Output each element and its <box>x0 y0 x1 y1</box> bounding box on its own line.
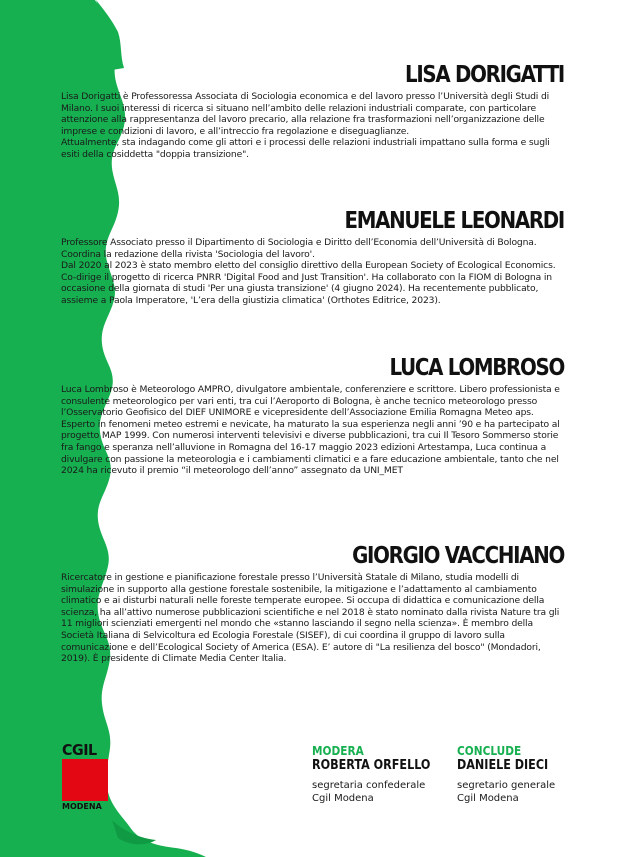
role-description-line: Cgil Modena <box>312 793 374 804</box>
speaker-name: GIORGIO VACCHIANO <box>352 543 564 569</box>
speaker-name: EMANUELE LEONARDI <box>344 208 564 234</box>
speaker-bio <box>61 237 564 307</box>
logo-red-square <box>62 759 108 801</box>
role-person-name: ROBERTA ORFELLO <box>312 758 431 773</box>
role-label: CONCLUDE <box>457 744 522 758</box>
role-person-name: DANIELE DIECI <box>457 758 549 773</box>
modera-block <box>312 744 450 805</box>
role-description <box>312 779 450 805</box>
bio-paragraph: Professore Associato presso il Dipartimento di Sociologia e Diritto dell’Economia dell’Università di Bologna. Coordina la redazione della rivista 'Sociologia del lavoro'. <box>61 237 537 260</box>
bio-paragraph: Luca Lombroso è Meteorologo AMPRO, divulgatore ambientale, conferenziere e scrittore. Libero professionista e consulente meteorologico per vari enti, tra cui l’Aeroporto di Bologna, è anche tecnico meteorologo presso l’Osservatorio Geofisico del DIEF UNIMORE e vicepresidente dell’Associazione Emilia Romagna Meteo aps. Esperto in fenomeni meteo estremi e nevicate, ha maturato la sua esperienza negli anni ’90 e ha partecipato al progetto MAP 1999. Con numerosi interventi televisivi e diverse pubblicazioni, tra cui Il Tesoro Sommerso storie fra fango e speranza nell’alluvione in Romagna del 16-17 maggio 2023 edizioni Artestampa, Luca continua a divulgare con passione la meteorologia e i cambiamenti climatici e a fare educazione ambientale, tanto che nel 2024 ha ricevuto il premio “il meteorologo dell’anno” assegnato da UNI_MET <box>61 384 560 477</box>
speaker-section-lombroso <box>61 355 564 477</box>
bio-paragraph: Ricercatore in gestione e pianificazione forestale presso l’Università Statale di Milano, studia modelli di simulazione in supporto alla gestione forestale sostenibile, la mitigazione e l’adattamento al cambiamento climatico e ai disturbi naturali nelle foreste temperate europee. Si occupa di didattica e comunicazione della scienza, ha all’attivo numerose pubblicazioni scientifiche e nel 2018 è stato nominato dalla rivista Nature tra gli 11 migliori scienziati emergenti nel mondo che «stanno lasciando il segno nella scienza». È membro della Società Italiana di Selvicoltura ed Ecologia Forestale (SISEF), di cui coordina il gruppo di lavoro sulla comunicazione e dell’Ecological Society of America (ESA). E’ autore di "La resilienza del bosco" (Mondadori, 2019). È presidente di Climate Media Center Italia. <box>61 572 560 665</box>
role-description-line: segretario generale <box>457 780 556 791</box>
conclude-block <box>457 744 563 805</box>
role-description-line: segretaria confederale <box>312 780 426 791</box>
speaker-bio <box>61 572 564 665</box>
logo-subtitle: MODENA <box>62 802 102 811</box>
bio-paragraph: Dal 2020 al 2023 è stato membro eletto del consiglio direttivo della European Society of Ecological Economics. Co-dirige il progetto di ricerca PNRR 'Digital Food and Just Transition'. Ha collaborato con la FIOM di Bologna in occasione della giornata di studi 'Per una giusta transizione' (4 giugno 2024). Ha recentemente pubblicato, assieme a Paola Imperatore, 'L’era della giustizia climatica' (Orthotes Editrice, 2023). <box>61 260 556 306</box>
speaker-bio <box>61 384 564 477</box>
role-description-line: Cgil Modena <box>457 793 519 804</box>
speaker-section-dorigatti <box>61 62 564 161</box>
bio-paragraph: Attualmente, sta indagando come gli attori e i processi delle relazioni industriali impattano sulla forma e sugli esiti della cosiddetta "doppia transizione". <box>61 137 550 160</box>
logo-wordmark: CGIL <box>62 741 97 759</box>
speaker-bio <box>61 91 564 161</box>
cgil-modena-logo <box>62 742 109 812</box>
speaker-section-leonardi <box>61 208 564 307</box>
speaker-name: LISA DORIGATTI <box>405 62 564 88</box>
speaker-name: LUCA LOMBROSO <box>389 355 564 381</box>
role-description <box>457 779 563 805</box>
speaker-section-vacchiano <box>61 543 564 665</box>
bio-paragraph: Lisa Dorigatti è Professoressa Associata di Sociologia economica e del lavoro presso l’Università degli Studi di Milano. I suoi interessi di ricerca si situano nell’ambito delle relazioni industriali comparate, con particolare attenzione alla rappresentanza del lavoro precario, alla relazione fra trasformazioni nell’organizzazione delle imprese e condizioni di lavoro, e all’intreccio fra regolazione e diseguaglianze. <box>61 91 550 137</box>
role-label: MODERA <box>312 744 364 758</box>
